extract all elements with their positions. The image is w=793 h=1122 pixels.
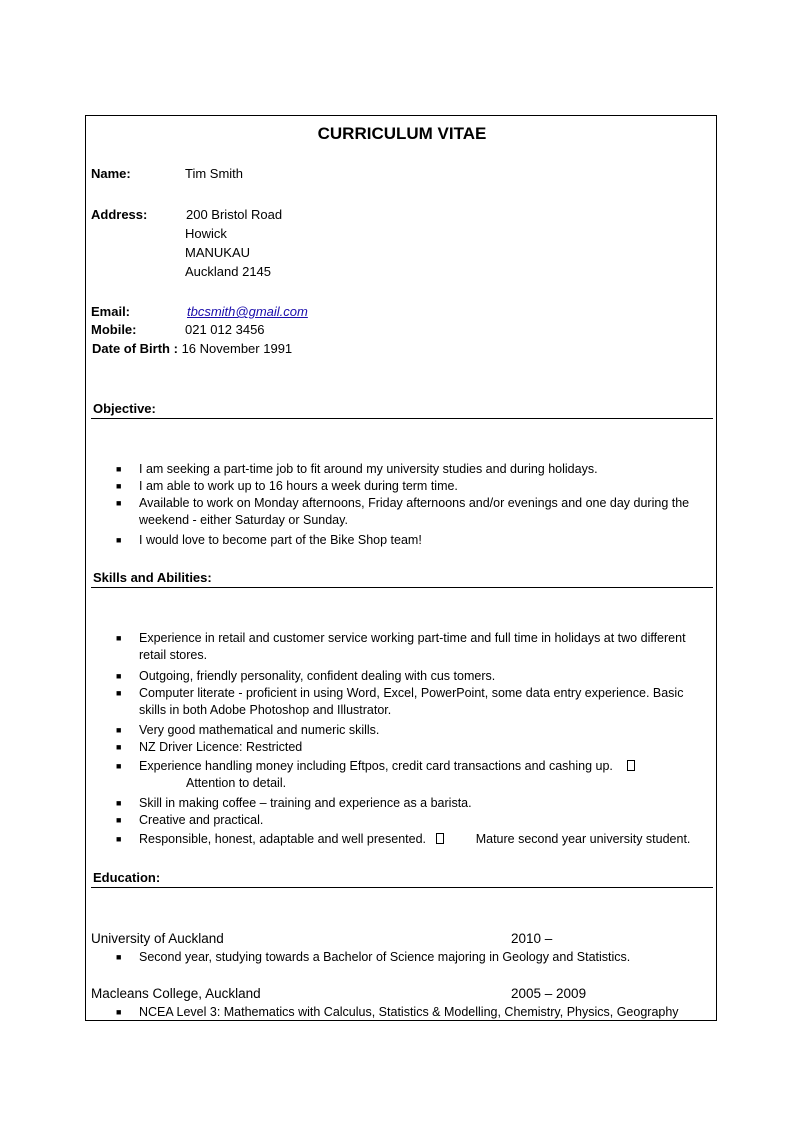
email-label: Email: — [91, 304, 131, 319]
dob-line — [92, 341, 292, 356]
bullet-icon: ■ — [116, 464, 122, 474]
section-divider — [91, 418, 713, 419]
dob-label: Date of Birth : — [92, 341, 178, 356]
list-item-continuation: Attention to detail. — [186, 776, 287, 790]
section-divider — [91, 887, 713, 888]
bullet-icon: ■ — [116, 952, 122, 962]
address-line: MANUKAU — [185, 245, 251, 260]
section-divider — [91, 587, 713, 588]
bullet-icon: ■ — [116, 481, 122, 491]
bullet-icon: ■ — [116, 1007, 122, 1017]
name-label: Name: — [91, 166, 131, 181]
email-link[interactable]: tbcsmith@gmail.com — [187, 304, 308, 319]
bullet-icon: ■ — [116, 761, 122, 771]
bullet-icon: ■ — [116, 725, 122, 735]
bullet-icon: ■ — [116, 688, 122, 698]
bullet-icon: ■ — [116, 834, 122, 844]
address-label: Address: — [91, 207, 148, 222]
education-institution: University of Auckland — [91, 931, 224, 946]
dob-value: 16 November 1991 — [181, 341, 293, 356]
bullet-icon: ■ — [116, 671, 122, 681]
education-years: 2005 – 2009 — [511, 986, 587, 1001]
address-line: 200 Bristol Road — [186, 207, 283, 222]
document-title: CURRICULUM VITAE — [317, 124, 487, 143]
mobile-value: 021 012 3456 — [185, 322, 265, 337]
objective-heading: Objective: — [93, 401, 156, 416]
mobile-label: Mobile: — [91, 322, 137, 337]
checkbox-glyph-icon — [627, 760, 635, 771]
education-years: 2010 – — [511, 931, 553, 946]
bullet-icon: ■ — [116, 742, 122, 752]
checkbox-glyph-icon — [436, 833, 444, 844]
address-line: Auckland 2145 — [185, 264, 272, 279]
education-heading: Education: — [93, 870, 161, 885]
bullet-icon: ■ — [116, 535, 122, 545]
name-value: Tim Smith — [185, 166, 244, 181]
bullet-icon: ■ — [116, 633, 122, 643]
education-institution: Macleans College, Auckland — [91, 986, 261, 1001]
bullet-icon: ■ — [116, 498, 122, 508]
skills-heading: Skills and Abilities: — [93, 570, 212, 585]
bullet-icon: ■ — [116, 815, 122, 825]
bullet-icon: ■ — [116, 798, 122, 808]
cv-page: CURRICULUM VITAE Name: Tim Smith Address: 200 Bristol Road Howick MANUKAU Auckland 2145 Email: tbcsmith@gmail.com Mobile: 021 012 3456 Date of Birth : 16 November 1991 Objective: ■ I am seeking a part-time job to fit around my university studies and during holidays. ■ I am able to work up to 16 hours a week during term time. ■ Available to work on Monday afternoons, Friday afternoons and/or evenings and one day during the weekend - either Saturday or Sunday. ■ I would love to become part of the Bike Shop team! Skills and Abilities: ■ Experience in retail and customer service working part-time and full time in holidays at two different retail stores. ■ Outgoing, friendly personality, confident dealing with cus tomers. ■ Computer literate - proficient in using Word, Excel, PowerPoint, some data entry experience. Basic skills in both Adobe Photoshop and Illustrator. ■ Very good mathematical and numeric skills. ■ NZ Driver Licence: Restricted ■ Experience handling money including Eftpos, credit card transactions and cashing up. Attention to detail. ■ Skill in making coffee – training and experience as a barista. ■ Creative and practical. ■ Responsible, honest, adaptable and well presented. Mature second year university student. Education: University of Auckland 2010 – ■ Second year, studying towards a Bachelor of Science majoring in Geology and Statistics. Macleans College, Auckland 2005 – 2009 ■ NCEA Level 3: Mathematics with Calculus, Statistics & Modelling, Chemistry, Physics, Geography — [85, 115, 717, 1021]
address-line: Howick — [185, 226, 227, 241]
